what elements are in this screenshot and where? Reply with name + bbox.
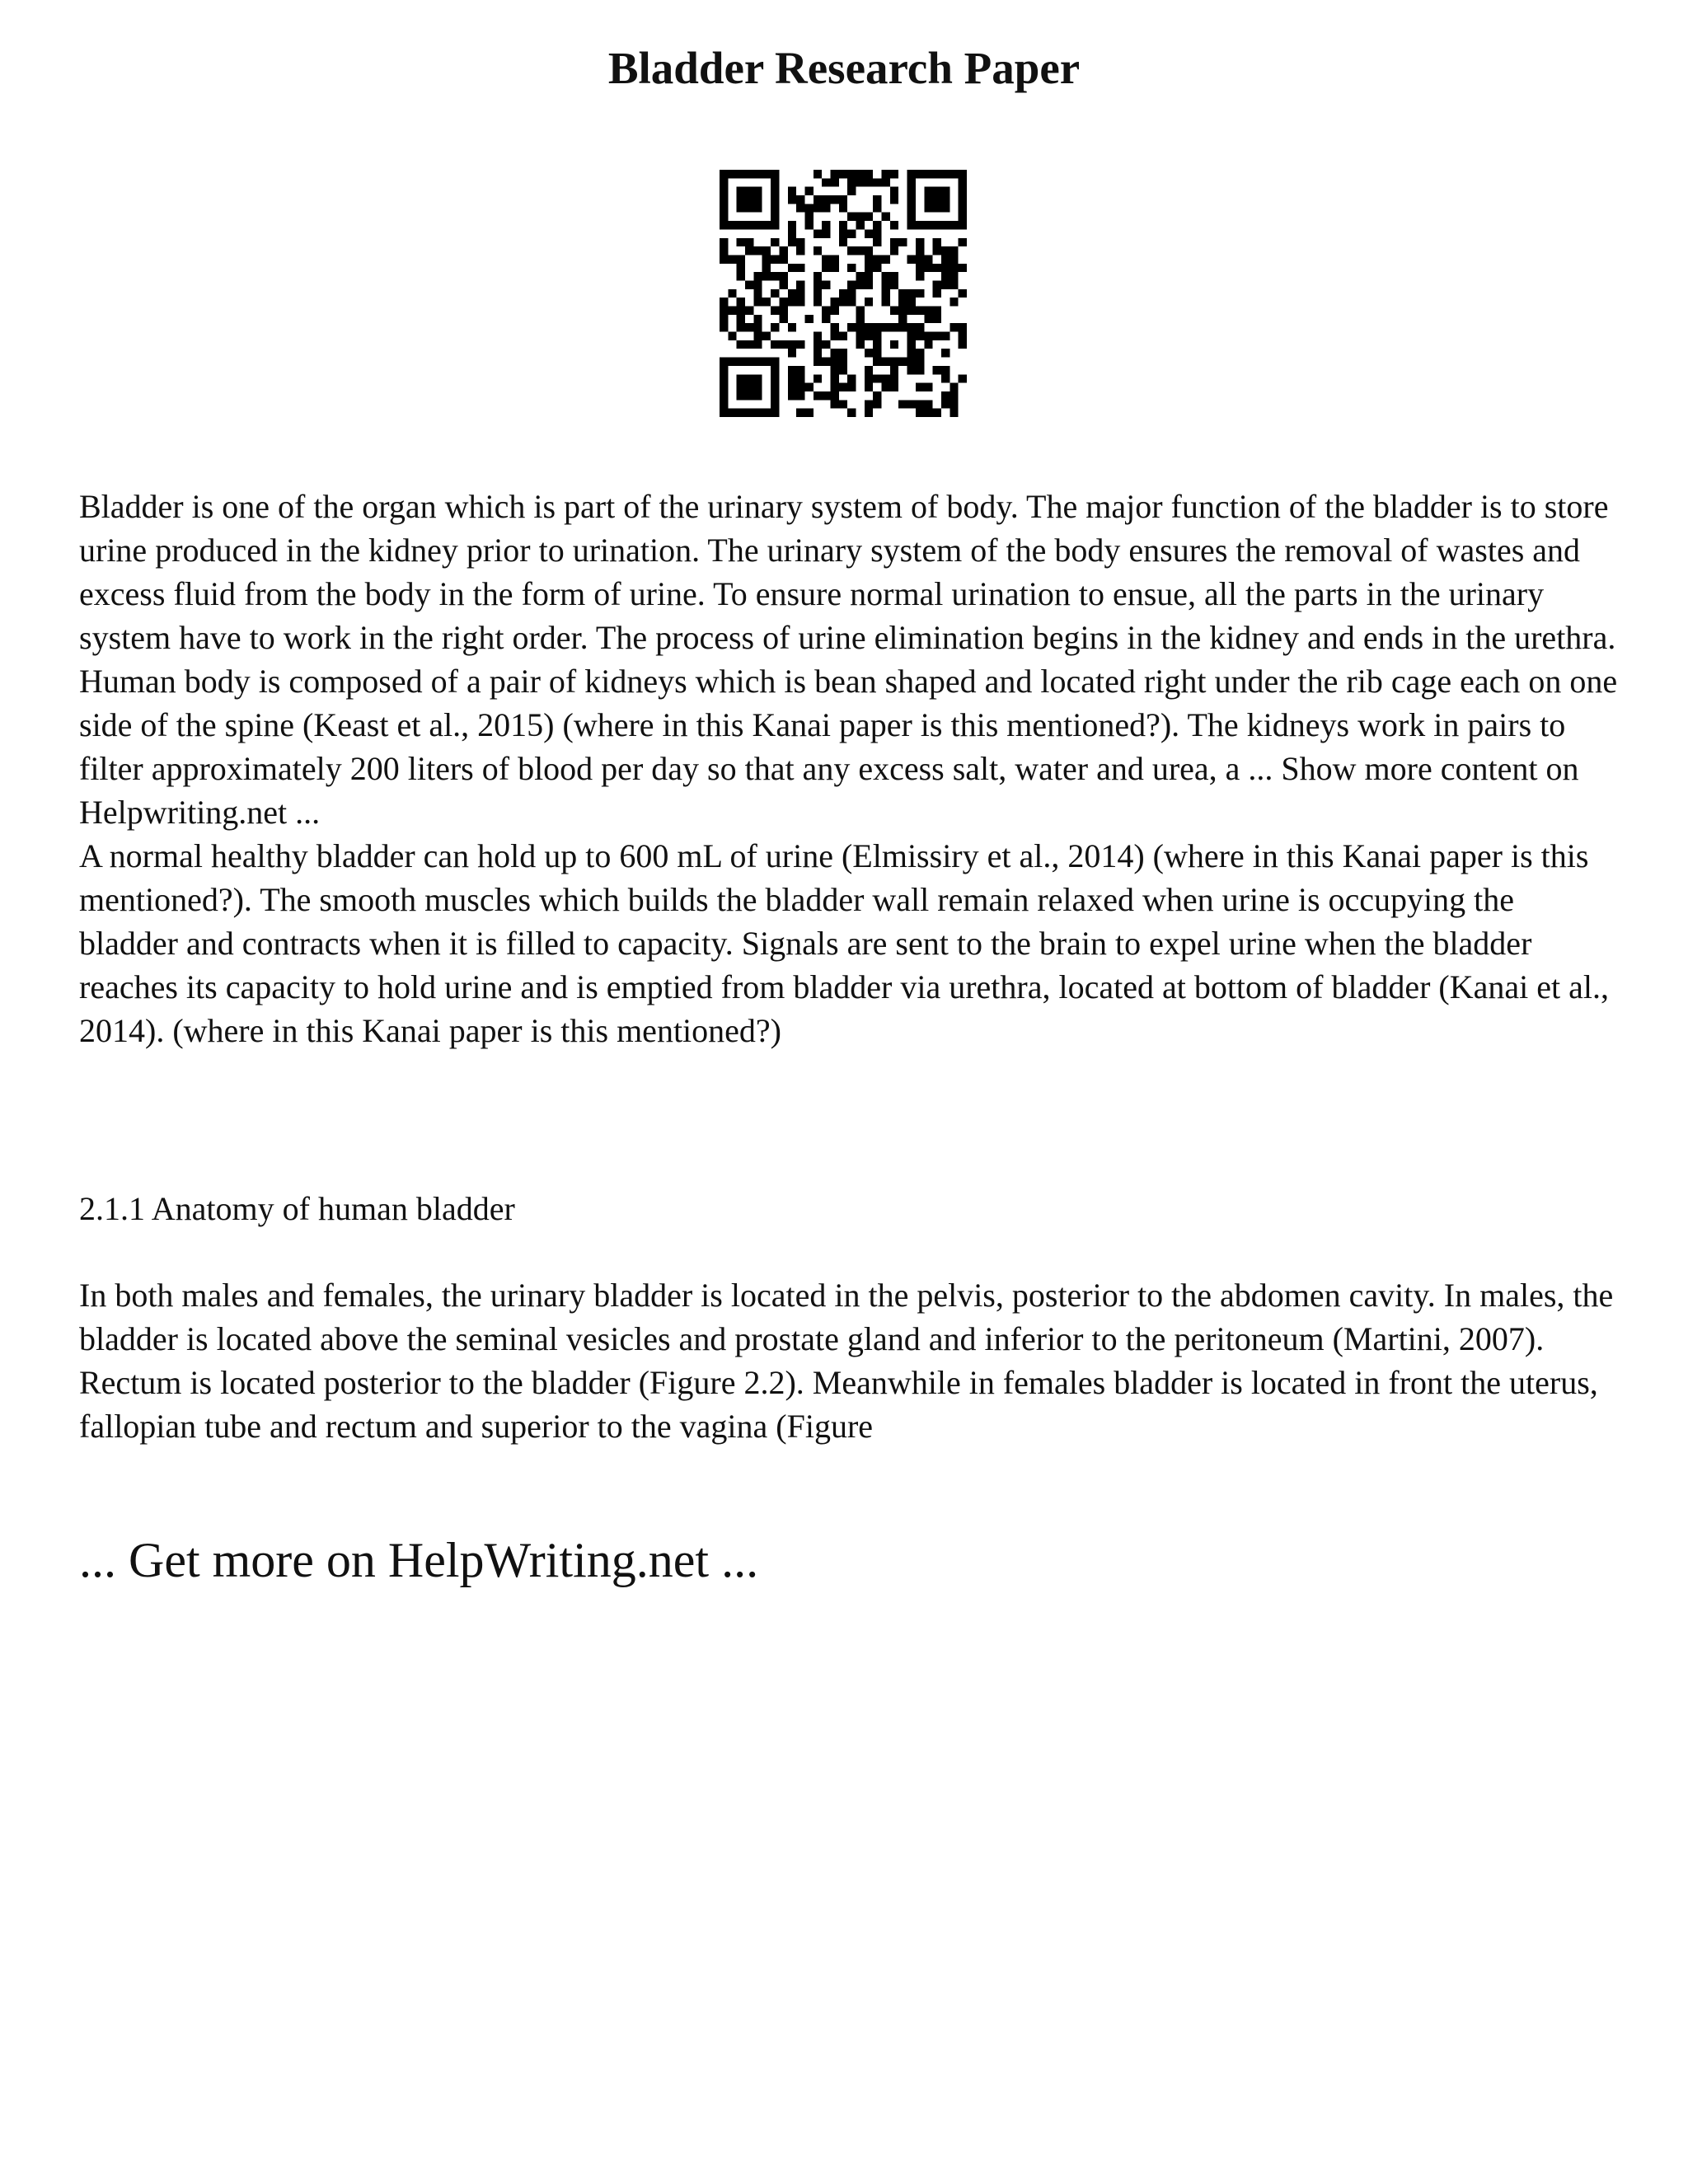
qr-code-icon: [720, 170, 967, 417]
section-heading: 2.1.1 Anatomy of human bladder: [79, 1190, 515, 1227]
get-more-link[interactable]: ... Get more on HelpWriting.net ...: [79, 1533, 759, 1587]
intro-paragraph: Bladder is one of the organ which is part of the urinary system of body. The major function of the bladder is to store urine produced in the kidney prior to urination. The urinary system of the body ensures the removal of wastes and excess fluid from the body in the form of urine. To ensure normal urination to ensue, all the parts in the urinary system have to work in the right order. The process of urine elimination begins in the kidney and ends in the urethra. Human body is composed of a pair of kidneys which is bean shaped and located right under the rib cage each on one side of the spine (Keast et al., 2015) (where in this Kanai paper is this mentioned?). The kidneys work in pairs to filter approximately 200 liters of blood per day so that any excess salt, water and urea, a ... Show more content on Helpwriting.net ...: [79, 488, 1618, 831]
section-block: [79, 1187, 1620, 1230]
page-title: Bladder Research Paper: [607, 43, 1081, 93]
anatomy-paragraph-block: [79, 1273, 1620, 1448]
anatomy-paragraph: In both males and females, the urinary bladder is located in the pelvis, posterior to the abdomen cavity. In males, the bladder is located above the seminal vesicles and prostate gland and inferior to the peritoneum (Martini, 2007). Rectum is located posterior to the bladder (Figure 2.2). Meanwhile in females bladder is located in front the uterus, fallopian tube and rectum and superior to the vagina (Figure: [79, 1277, 1614, 1445]
intro-paragraph-block: [79, 485, 1620, 1052]
capacity-paragraph: A normal healthy bladder can hold up to 600 mL of urine (Elmissiry et al., 2014) (where in this Kanai paper is this mentioned?). The smooth muscles which builds the bladder wall remain relaxed when urine is occupying the bladder and contracts when it is filled to capacity. Signals are sent to the brain to expel urine when the bladder reaches its capacity to hold urine and is emptied from bladder via urethra, located at bottom of bladder (Kanai et al., 2014). (where in this Kanai paper is this mentioned?): [79, 837, 1609, 1049]
